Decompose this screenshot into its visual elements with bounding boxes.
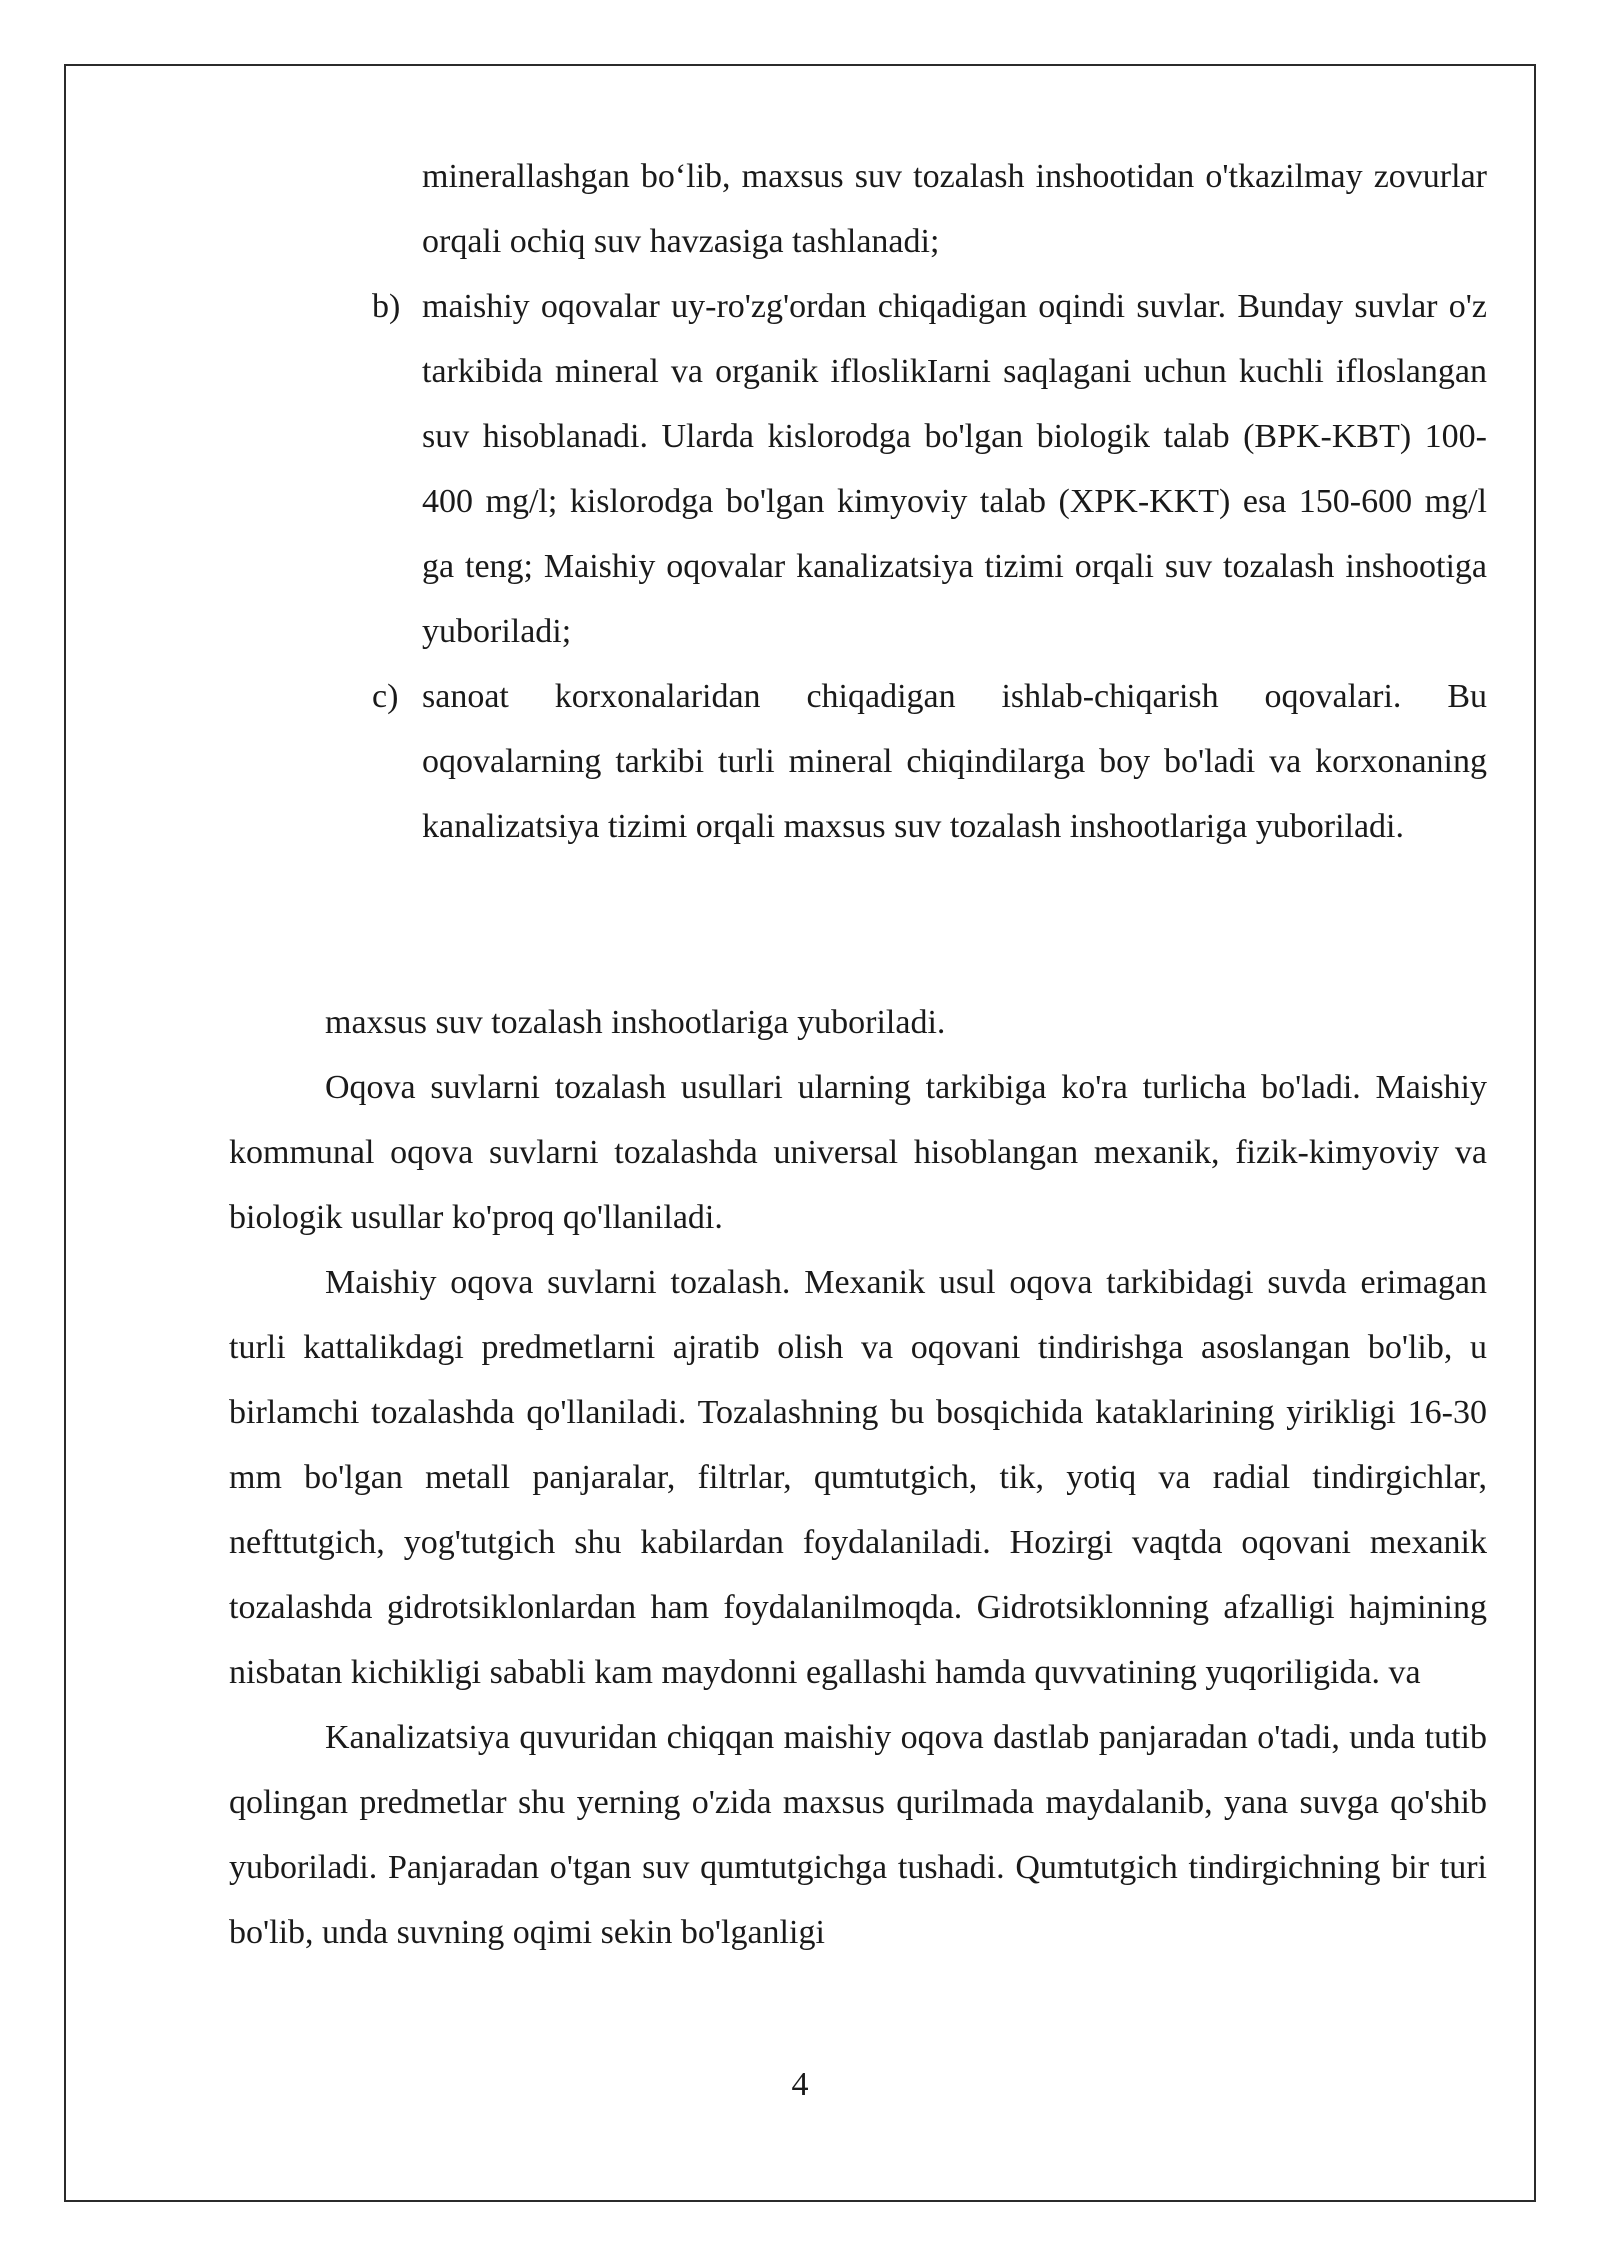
page-number: 4 [791,2066,809,2103]
body-text [229,990,1487,1965]
lettered-list [229,144,1487,859]
list-item-text: maishiy oqovalar uy-ro'zg'ordan chiqadigan oqindi suvlar. Bunday suvlar o'z tarkibida mineral va organik ifloslikIarni saqlagani uchun kuchli ifloslangan suv hisoblanadi. Ularda kislorodga bo'lgan biologik talab (BPK-KBT) 100-400 mg/l; kislorodga bo'lgan kimyoviy talab (XPK-KKT) esa 150-600 mg/l ga teng; Maishiy oqovalar kanalizatsiya tizimi orqali suv tozalash inshootiga yuboriladi; [422,288,1487,650]
paragraph-lead: maxsus suv tozalash inshootlariga yuboriladi. [325,1004,946,1041]
paragraph: Maishiy oqova suvlarni tozalash. Mexanik usul oqova tarkibidagi suvda erimagan turli kattalikdagi predmetlarni ajratib olish va oqovani tindirishga asoslangan bo'lib, u birlamchi tozalashda qo'llaniladi. Tozalashning bu bosqichida kataklarining yirikligi 16-30 mm bo'lgan metall panjaralar, filtrlar, qumtutgich, tik, yotiq va radial tindirgichlar, nefttutgich, yog'tutgich shu kabilardan foydalaniladi. Hozirgi vaqtda oqovani mexanik tozalashda gidrotsiklonlardan ham foydalanilmoqda. Gidrotsiklonning afzalligi hajmining nisbatan kichikligi sababli kam maydonni egallashi hamda quvvatining yuqoriligida. va [229,1264,1487,1691]
paragraph: Oqova suvlarni tozalash usullari ularning tarkibiga ko'ra turlicha bo'ladi. Maishiy kommunal oqova suvlarni tozalashda universal hisoblangan mexanik, fizik-kimyoviy va biologik usullar ko'proq qo'llaniladi. [229,1069,1487,1236]
list-item-continuation [229,144,1487,274]
list-item-c [229,664,1487,859]
list-marker: c) [372,678,399,715]
list-item-text: minerallashgan bo‘lib, maxsus suv tozalash inshootidan o'tkazilmay zovurlar orqali ochiq suv havzasiga tashlanadi; [422,158,1487,260]
list-item-text: sanoat korxonalaridan chiqadigan ishlab-chiqarish oqovalari. Bu oqovalarning tarkibi turli mineral chiqindilarga boy bo'ladi va korxonaning kanalizatsiya tizimi orqali maxsus suv tozalash inshootlariga yuboriladi. [422,678,1487,845]
list-item-b [229,274,1487,664]
paragraph: Kanalizatsiya quvuridan chiqqan maishiy oqova dastlab panjaradan o'tadi, unda tutib qolingan predmetlar shu yerning o'zida maxsus qurilmada maydalanib, yana suvga qo'shib yuboriladi. Panjaradan o'tgan suv qumtutgichga tushadi. Qumtutgich tindirgichning bir turi bo'lib, unda suvning oqimi sekin bo'lganligi [229,1719,1487,1951]
list-marker: b) [372,288,401,325]
